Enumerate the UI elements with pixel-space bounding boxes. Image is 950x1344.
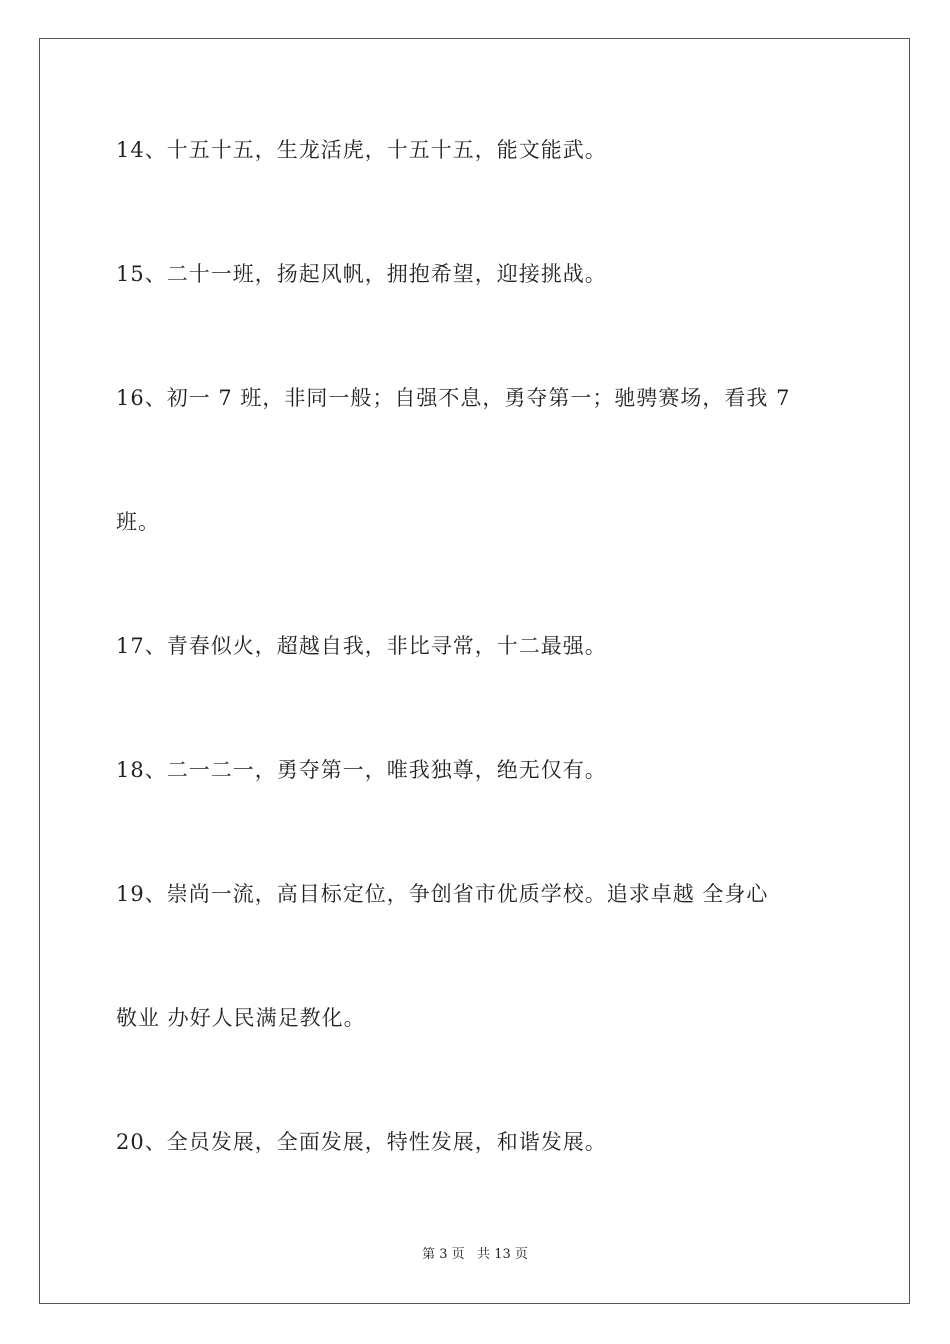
text-line: 15、二十一班，扬起风帆，拥抱希望，迎接挑战。 [116,262,607,286]
page-footer: 第 3 页 共 13 页 [422,1247,528,1262]
text-line: 16、初一 7 班，非同一般；自强不息，勇夺第一；驰骋赛场，看我 7 [116,386,791,410]
text-line: 14、十五十五，生龙活虎，十五十五，能文能武。 [116,138,607,162]
text-line: 敬业 办好人民满足教化。 [116,1006,366,1030]
text-line: 18、二一二一，勇夺第一，唯我独尊，绝无仅有。 [116,758,607,782]
text-line: 17、青春似火，超越自我，非比寻常，十二最强。 [116,634,607,658]
text-line: 19、崇尚一流，高目标定位，争创省市优质学校。追求卓越 全身心 [116,882,769,906]
text-line: 20、全员发展，全面发展，特性发展，和谐发展。 [116,1130,607,1154]
text-line: 班。 [116,510,160,534]
page-frame [39,38,910,1304]
